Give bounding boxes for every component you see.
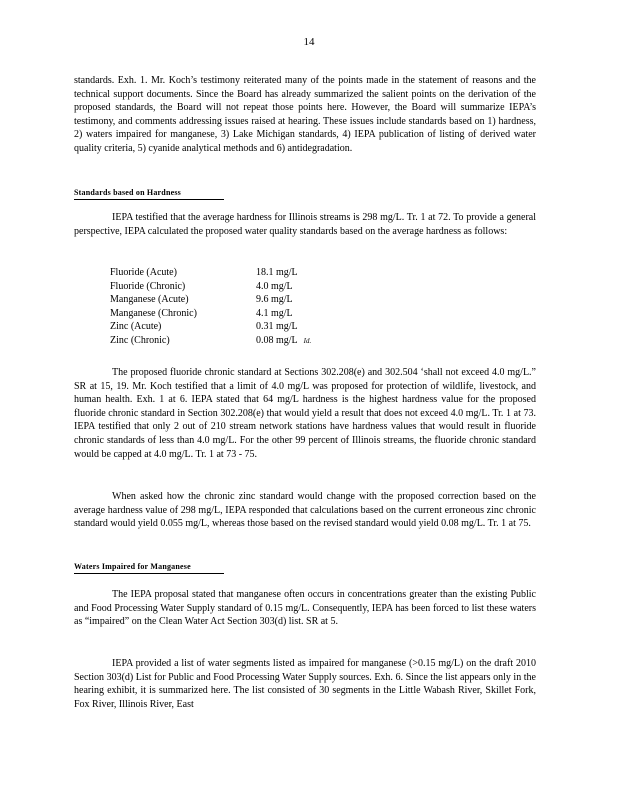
standard-value: 4.0 mg/L [256, 280, 293, 292]
intro-paragraph-block [74, 74, 536, 156]
standard-value: 18.1 mg/L [256, 267, 298, 278]
standard-value: 0.31 mg/L [256, 321, 298, 333]
table-row [110, 320, 311, 334]
standard-name: Manganese (Acute) [110, 294, 189, 306]
zinc-paragraph: When asked how the chronic zinc standard would change with the proposed correction based on the average hardness value of 298 mg/L, IEPA responded that calculations based on the current erroneous zinc chronic standard would yield 0.055 mg/L, whereas those based on the revised standard would yield 0.08 mg/L. Tr. 1 at 75. [74, 491, 536, 530]
table-row [110, 334, 311, 349]
page-number: 14 [303, 36, 315, 48]
manganese-paragraph-block [74, 588, 536, 629]
zinc-paragraph-block [74, 490, 536, 531]
standard-name: Manganese (Chronic) [110, 307, 197, 319]
table-row [110, 280, 311, 294]
table-row [110, 293, 311, 307]
citation-note: Id. [303, 336, 312, 345]
section-heading-hardness: Standards based on Hardness [74, 188, 224, 200]
impaired-list-paragraph: IEPA provided a list of water segments listed as impaired for manganese (>0.15 mg/L) on the draft 2010 Section 303(d) List for Public and Food Processing Water Supply sources. Exh. 6. Since the list appears only in the hearing exhibit, it is summarized here. The list consisted of 30 segments in the Little Wabash River, Skillet Fork, Fox River, Illinois River, East [74, 658, 536, 710]
standard-value: 4.1 mg/L [256, 307, 293, 319]
standards-table-block [74, 266, 536, 349]
standard-value-with-note [256, 334, 311, 349]
standard-name: Fluoride (Acute) [110, 267, 177, 278]
hardness-heading-block [74, 186, 536, 200]
intro-paragraph: standards. Exh. 1. Mr. Koch’s testimony reiterated many of the points made in the statement of reasons and the technical support documents. Since the Board has already summarized the salient points on the derivation of the proposed standards, the Board will not repeat those points here. However, the Board will summarize IEPA’s testimony, and comments addressing issues raised at hearing. These issues include standards based on 1) hardness, 2) waters impaired for manganese, 3) Lake Michigan standards, 4) IEPA publication of listing of derived water quality criteria, 5) cyanide analytical methods and 6) antidegradation. [74, 75, 536, 154]
standards-table [110, 266, 311, 349]
hardness-paragraph-block [74, 211, 536, 238]
standard-name: Zinc (Chronic) [110, 334, 170, 346]
list-paragraph-block [74, 657, 536, 711]
hardness-paragraph: IEPA testified that the average hardness for Illinois streams is 298 mg/L. Tr. 1 at 72. To provide a general perspective, IEPA calculated the proposed water quality standards based on the average hardness as follows: [74, 212, 536, 237]
section-heading-manganese: Waters Impaired for Manganese [74, 562, 224, 574]
table-row [110, 307, 311, 321]
standard-name: Fluoride (Chronic) [110, 280, 186, 292]
table-row [110, 266, 311, 280]
manganese-heading-block [74, 560, 536, 574]
fluoride-paragraph-block [74, 366, 536, 461]
standard-name: Zinc (Acute) [110, 321, 162, 333]
fluoride-paragraph: The proposed fluoride chronic standard at Sections 302.208(e) and 302.504 ‘shall not exceed 4.0 mg/L.” SR at 15, 19. Mr. Koch testified that a limit of 4.0 mg/L was proposed for protection of wildlife, livestock, and human health. Exh. 1 at 6. IEPA stated that 64 mg/L hardness is the highest hardness value for the proposed fluoride chronic standard in Section 302.208(e) that would yield a result that does not exceed 4.0 mg/L. Tr. 1 at 73. IEPA testified that only 2 out of 210 stream network stations have hardness values that would result in fluoride chronic standards of less than 4.0 mg/L. For the other 99 percent of Illinois streams, the fluoride chronic standard would be capped at 4.0 mg/L. Tr. 1 at 73 - 75. [74, 367, 536, 460]
standard-value: 9.6 mg/L [256, 294, 293, 306]
standard-value: 0.08 mg/L [256, 334, 298, 346]
manganese-paragraph: The IEPA proposal stated that manganese often occurs in concentrations greater than the existing Public and Food Processing Water Supply standard of 0.15 mg/L. Consequently, IEPA has been forced to list these waters as “impaired” on the Clean Water Act Section 303(d) list. SR at 5. [74, 589, 536, 628]
